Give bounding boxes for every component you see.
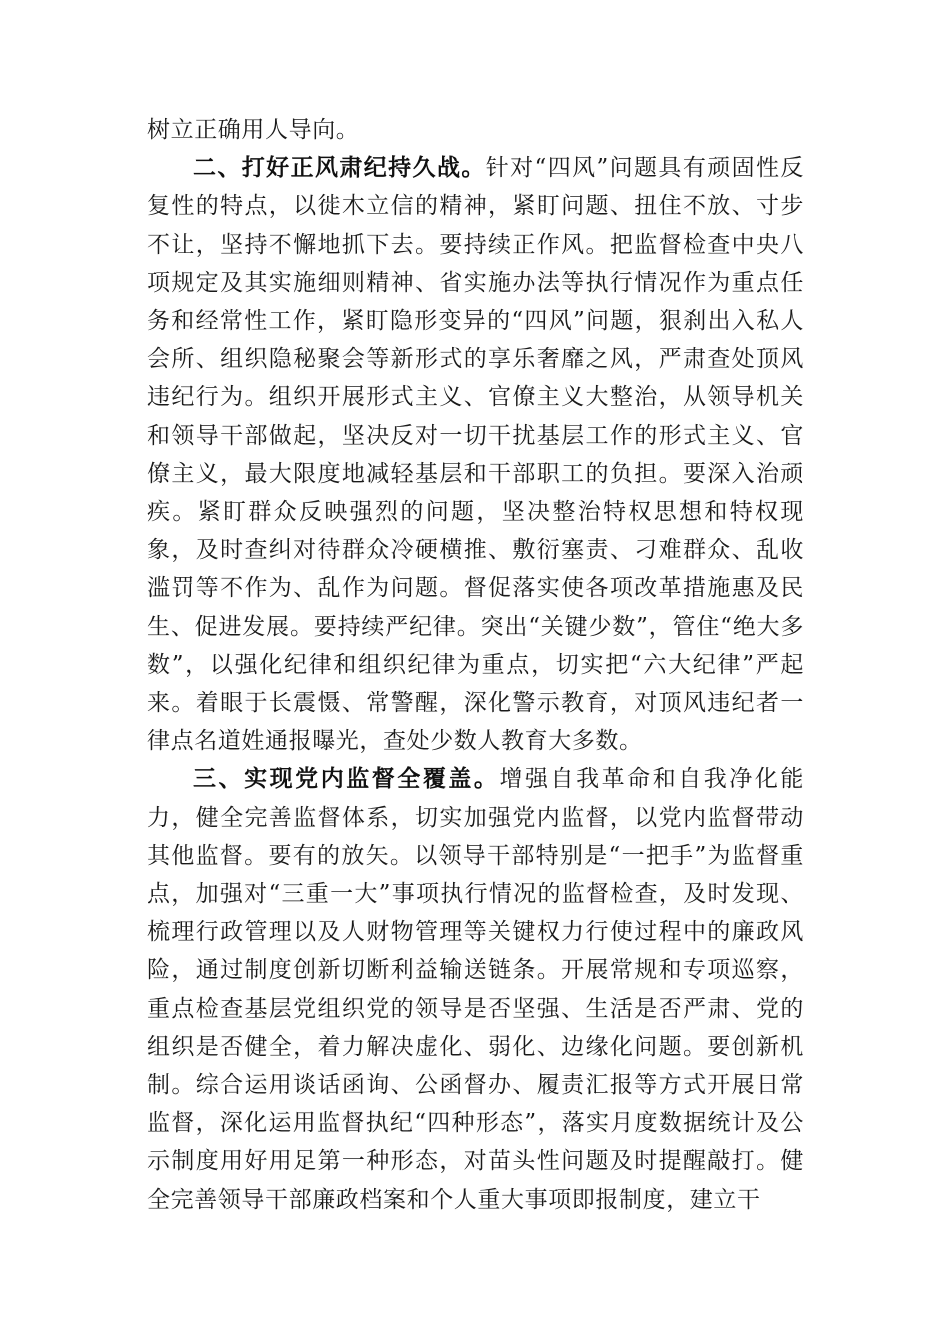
section-heading: 三、实现党内监督全覆盖。 — [193, 766, 500, 793]
paragraph-text: 树立正确用人导向。 — [147, 117, 360, 143]
paragraph-text: 增强自我革命和自我净化能力，健全完善监督体系，切实加强党内监督，以党内监督带动其他监督。要有的放矢。以领导干部特别是“一把手”为监督重点，加强对“三重一大”事项执行情况的监督检查，及时发现、梳理行政管理以及人财物管理等关键权力行使过程中的廉政风险，通过制度创新切断利益输送链条。开展常规和专项巡察，重点检查基层党组织党的领导是否坚强、生活是否严肃、党的组织是否健全，着力解决虚化、弱化、边缘化问题。要创新机制。综合运用谈话函询、公函督办、履责汇报等方式开展日常监督，深化运用监督执纪“四种形态”，落实月度数据统计及公示制度用好用足第一种形态，对苗头性问题及时提醒敲打。健全完善领导干部廉政档案和个人重大事项即报制度，建立干 — [147, 766, 804, 1213]
section-heading: 二、打好正风肃纪持久战。 — [193, 155, 486, 182]
paragraph-continuation — [147, 111, 804, 149]
paragraph-section-two — [147, 149, 804, 760]
paragraph-text: 针对“四风”问题具有顽固性反复性的特点，以徙木立信的精神，紧盯问题、扭住不放、寸步不让，坚持不懈地抓下去。要持续正作风。把监督检查中央八项规定及其实施细则精神、省实施办法等执行情况作为重点任务和经常性工作，紧盯隐形变异的“四风”问题，狠刹出入私人会所、组织隐秘聚会等新形式的享乐奢靡之风，严肃查处顶风违纪行为。组织开展形式主义、官僚主义大整治，从领导机关和领导干部做起，坚决反对一切干扰基层工作的形式主义、官僚主义，最大限度地减轻基层和干部职工的负担。要深入治顽疾。紧盯群众反映强烈的问题，坚决整治特权思想和特权现象，及时查纠对待群众冷硬横推、敷衍塞责、刁难群众、乱收滥罚等不作为、乱作为问题。督促落实使各项改革措施惠及民生、促进发展。要持续严纪律。突出“关键少数”，管住“绝大多数”，以强化纪律和组织纪律为重点，切实把“六大纪律”严起来。着眼于长震慑、常警醒，深化警示教育，对顶风违纪者一律点名道姓通报曝光，查处少数人教育大多数。 — [147, 155, 805, 755]
paragraph-section-three — [147, 760, 804, 1218]
document-body — [147, 111, 804, 1219]
